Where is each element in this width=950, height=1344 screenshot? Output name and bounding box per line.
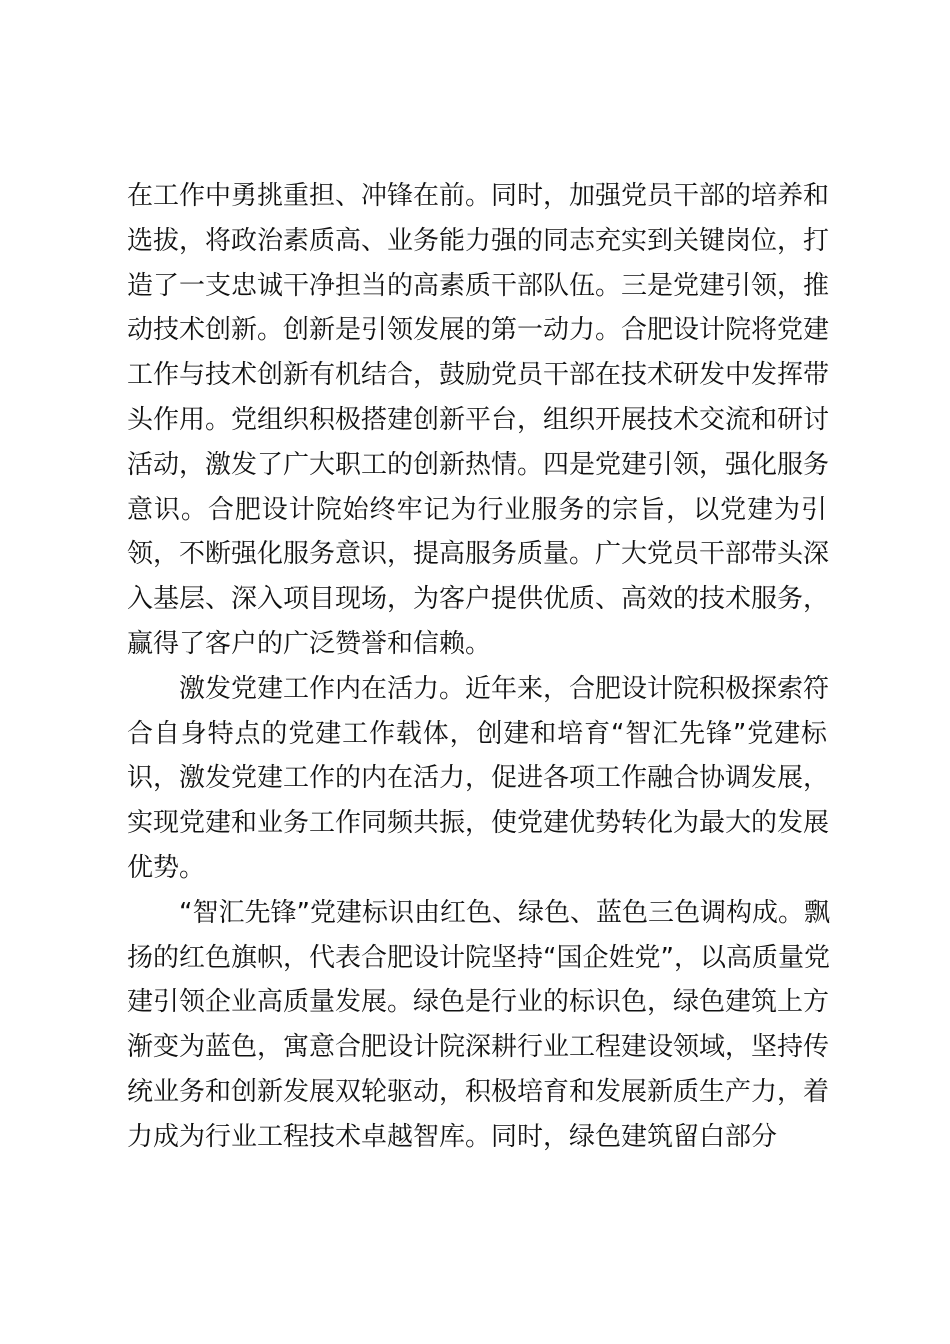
text-line: 激发党建工作内在活力。近年来，合肥设计院积极探索符 bbox=[179, 673, 830, 704]
paragraph-3 bbox=[127, 891, 830, 1160]
text-line: 力成为行业工程技术卓越智库。同时，绿色建筑留白部分 bbox=[127, 1121, 778, 1152]
paragraph-1 bbox=[127, 174, 830, 667]
text-line: 造了一支忠诚干净担当的高素质干部队伍。三是党建引领，推 bbox=[127, 270, 830, 301]
text-line: 入基层、深入项目现场，为客户提供优质、高效的技术服务， bbox=[127, 584, 830, 615]
paragraph-2 bbox=[127, 667, 830, 891]
text-line: 实现党建和业务工作同频共振，使党建优势转化为最大的发展 bbox=[127, 808, 830, 839]
text-line: 意识。合肥设计院始终牢记为行业服务的宗旨，以党建为引 bbox=[127, 494, 827, 525]
text-line: 赢得了客户的广泛赞誉和信赖。 bbox=[127, 628, 492, 659]
text-line: 统业务和创新发展双轮驱动，积极培育和发展新质生产力，着 bbox=[127, 1076, 830, 1107]
text-line: 在工作中勇挑重担、冲锋在前。同时，加强党员干部的培养和 bbox=[127, 181, 830, 211]
text-line: 识，激发党建工作的内在活力，促进各项工作融合协调发展， bbox=[127, 763, 830, 794]
text-line: 扬的红色旗帜，代表合肥设计院坚持“国企姓党”，以高质量党 bbox=[127, 942, 830, 973]
text-line: 动技术创新。创新是引领发展的第一动力。合肥设计院将党建 bbox=[127, 315, 830, 346]
text-line: 领，不断强化服务意识，提高服务质量。广大党员干部带头深 bbox=[127, 539, 830, 570]
text-line: 合自身特点的党建工作载体，创建和培育“智汇先锋”党建标 bbox=[127, 718, 827, 749]
text-line: 活动，激发了广大职工的创新热情。四是党建引领，强化服务 bbox=[127, 449, 830, 480]
text-line: 建引领企业高质量发展。绿色是行业的标识色，绿色建筑上方 bbox=[127, 987, 830, 1018]
text-line: 工作与技术创新有机结合，鼓励党员干部在技术研发中发挥带 bbox=[127, 360, 830, 391]
text-line: 选拔，将政治素质高、业务能力强的同志充实到关键岗位，打 bbox=[127, 225, 830, 256]
text-line: 头作用。党组织积极搭建创新平台，组织开展技术交流和研讨 bbox=[127, 404, 830, 435]
text-line: 渐变为蓝色，寓意合肥设计院深耕行业工程建设领域，坚持传 bbox=[127, 1032, 830, 1063]
text-line: 优势。 bbox=[127, 852, 206, 883]
text-line: “智汇先锋”党建标识由红色、绿色、蓝色三色调构成。飘 bbox=[179, 897, 830, 928]
body-text bbox=[127, 174, 830, 1160]
